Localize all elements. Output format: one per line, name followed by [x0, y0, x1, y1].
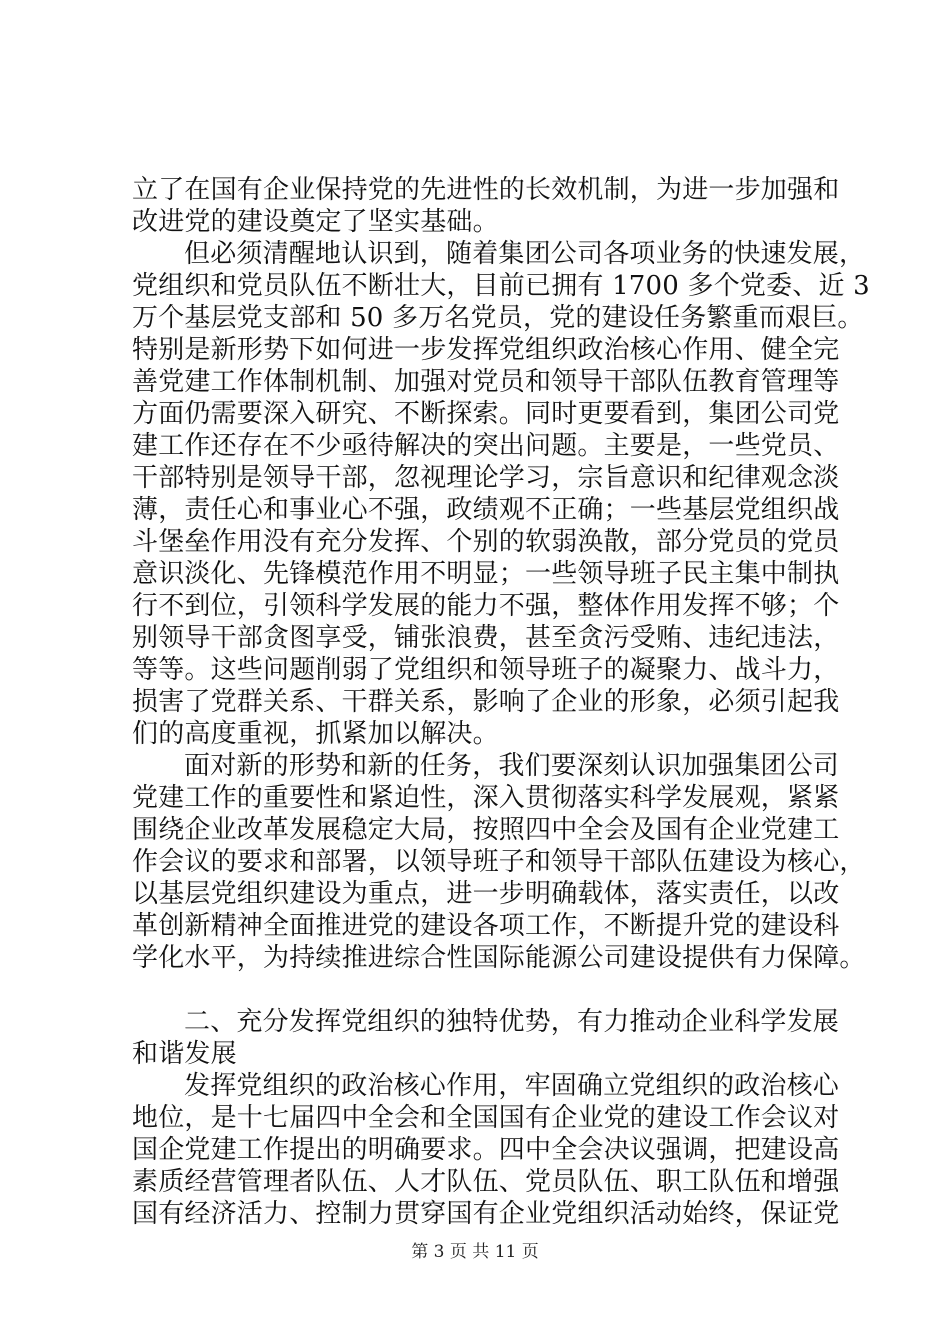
body-text-line: 们的高度重视，抓紧加以解决。 — [132, 719, 499, 749]
paragraph-first-line: 面对新的形势和新的任务，我们要深刻认识加强集团公司 — [184, 751, 840, 781]
paragraph-first-line: 但必须清醒地认识到，随着集团公司各项业务的快速发展， — [184, 239, 866, 269]
body-text-line: 党建工作的重要性和紧迫性，深入贯彻落实科学发展观，紧紧 — [132, 783, 840, 813]
body-text-line: 国有经济活力、控制力贯穿国有企业党组织活动始终，保证党 — [132, 1199, 840, 1229]
body-text-line: 斗堡垒作用没有充分发挥、个别的软弱涣散，部分党员的党员 — [132, 527, 840, 557]
body-text-line: 党组织和党员队伍不断壮大，目前已拥有 1700 多个党委、近 3 — [132, 271, 870, 301]
body-text-line: 善党建工作体制机制、加强对党员和领导干部队伍教育管理等 — [132, 367, 840, 397]
body-text-line: 薄，责任心和事业心不强，政绩观不正确；一些基层党组织战 — [132, 495, 840, 525]
body-text-line: 国企党建工作提出的明确要求。四中全会决议强调，把建设高 — [132, 1135, 840, 1165]
body-text-line: 革创新精神全面推进党的建设各项工作，不断提升党的建设科 — [132, 911, 840, 941]
body-text-line: 建工作还存在不少亟待解决的突出问题。主要是，一些党员、 — [132, 431, 840, 461]
body-text-line: 行不到位，引领科学发展的能力不强，整体作用发挥不够；个 — [132, 591, 840, 621]
paragraph-first-line: 发挥党组织的政治核心作用，牢固确立党组织的政治核心 — [184, 1071, 840, 1101]
body-text-line: 以基层党组织建设为重点，进一步明确载体，落实责任，以改 — [132, 879, 840, 909]
body-text-line: 作会议的要求和部署，以领导班子和领导干部队伍建设为核心， — [132, 847, 866, 877]
body-text-line: 学化水平，为持续推进综合性国际能源公司建设提供有力保障。 — [132, 943, 866, 973]
page-number-footer: 第 3 页 共 11 页 — [411, 1242, 539, 1262]
body-text-line: 干部特别是领导干部，忽视理论学习，宗旨意识和纪律观念淡 — [132, 463, 840, 493]
body-text-line: 损害了党群关系、干群关系，影响了企业的形象，必须引起我 — [132, 687, 840, 717]
body-text-line: 围绕企业改革发展稳定大局，按照四中全会及国有企业党建工 — [132, 815, 840, 845]
body-text-line: 意识淡化、先锋模范作用不明显；一些领导班子民主集中制执 — [132, 559, 840, 589]
body-text-line: 方面仍需要深入研究、不断探索。同时更要看到，集团公司党 — [132, 399, 840, 429]
section-heading-continued: 和谐发展 — [132, 1039, 237, 1069]
body-text-line: 立了在国有企业保持党的先进性的长效机制，为进一步加强和 — [132, 175, 840, 205]
section-heading: 二、充分发挥党组织的独特优势，有力推动企业科学发展 — [184, 1007, 840, 1037]
body-text-line: 地位，是十七届四中全会和全国国有企业党的建设工作会议对 — [132, 1103, 840, 1133]
body-text-line: 等等。这些问题削弱了党组织和领导班子的凝聚力、战斗力， — [132, 655, 840, 685]
body-text-line: 素质经营管理者队伍、人才队伍、党员队伍、职工队伍和增强 — [132, 1167, 840, 1197]
body-text-line: 特别是新形势下如何进一步发挥党组织政治核心作用、健全完 — [132, 335, 840, 365]
body-text-line: 万个基层党支部和 50 多万名党员，党的建设任务繁重而艰巨。 — [132, 303, 864, 333]
body-text-line: 别领导干部贪图享受，铺张浪费，甚至贪污受贿、违纪违法， — [132, 623, 840, 653]
body-text-line: 改进党的建设奠定了坚实基础。 — [132, 207, 499, 237]
